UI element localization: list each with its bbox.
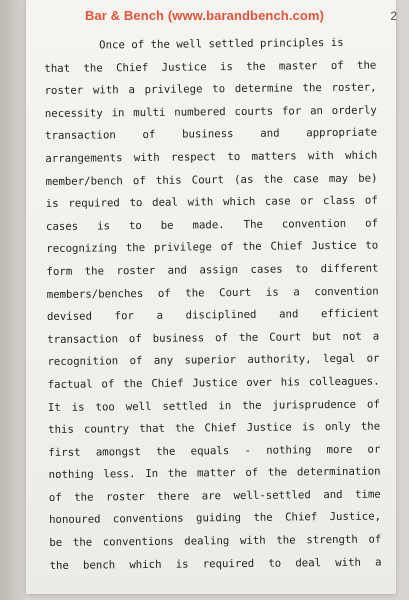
body-line-12: members/benches of the Court is a convention [46,284,379,301]
body-line-21: of the roster there are well-settled and time [48,487,381,504]
body-line-5: transaction of business and appropriate [44,125,378,143]
body-line-2: that the Chief Justice is the master of the [44,58,377,75]
body-line-22: honoured conventions guiding the Chief Justice, [49,509,382,527]
body-line-17: It is too well settled in the jurisprudence of [47,397,380,414]
page-edge-shadow [0,0,26,600]
body-line-19: first amongst the equals - nothing more or [48,442,381,459]
body-line-11: form the roster and assign cases to different [46,261,379,278]
body-line-1: Once of the well settled principles is [99,35,344,52]
body-line-14: transaction of business of the Court but not a [47,329,380,346]
body-line-18: this country that the Chief Justice is only the [48,419,381,437]
watermark-header [0,8,409,26]
body-line-9: cases is to be made. The convention of [45,216,379,233]
body-line-24: the bench which is required to deal with a [49,555,382,572]
page-number: 2 [390,9,397,23]
document-page [26,0,396,594]
body-line-15: recognition of any superior authority, legal or [47,351,380,369]
body-line-3: roster with a privilege to determine the roster, [44,80,377,98]
source-watermark: Bar & Bench (www.barandbench.com) [84,8,325,23]
body-line-13: devised for a disciplined and efficient [46,306,379,324]
body-line-10: recognizing the privilege of the Chief Justice to [46,238,379,256]
body-line-7: member/bench of this Court (as the case may be) [45,171,378,188]
body-line-16: factual of the Chief Justice over his colleagues. [47,374,380,391]
body-line-8: is required to deal with which case or class of [45,193,378,211]
document-body [44,32,382,578]
body-line-6: arrangements with respect to matters with which [45,148,378,165]
body-line-23: be the conventions dealing with the strength of [49,532,382,550]
body-line-20: nothing less. In the matter of the determination [48,464,381,482]
body-line-4: necessity in multi numbered courts for an orderly [44,103,377,120]
